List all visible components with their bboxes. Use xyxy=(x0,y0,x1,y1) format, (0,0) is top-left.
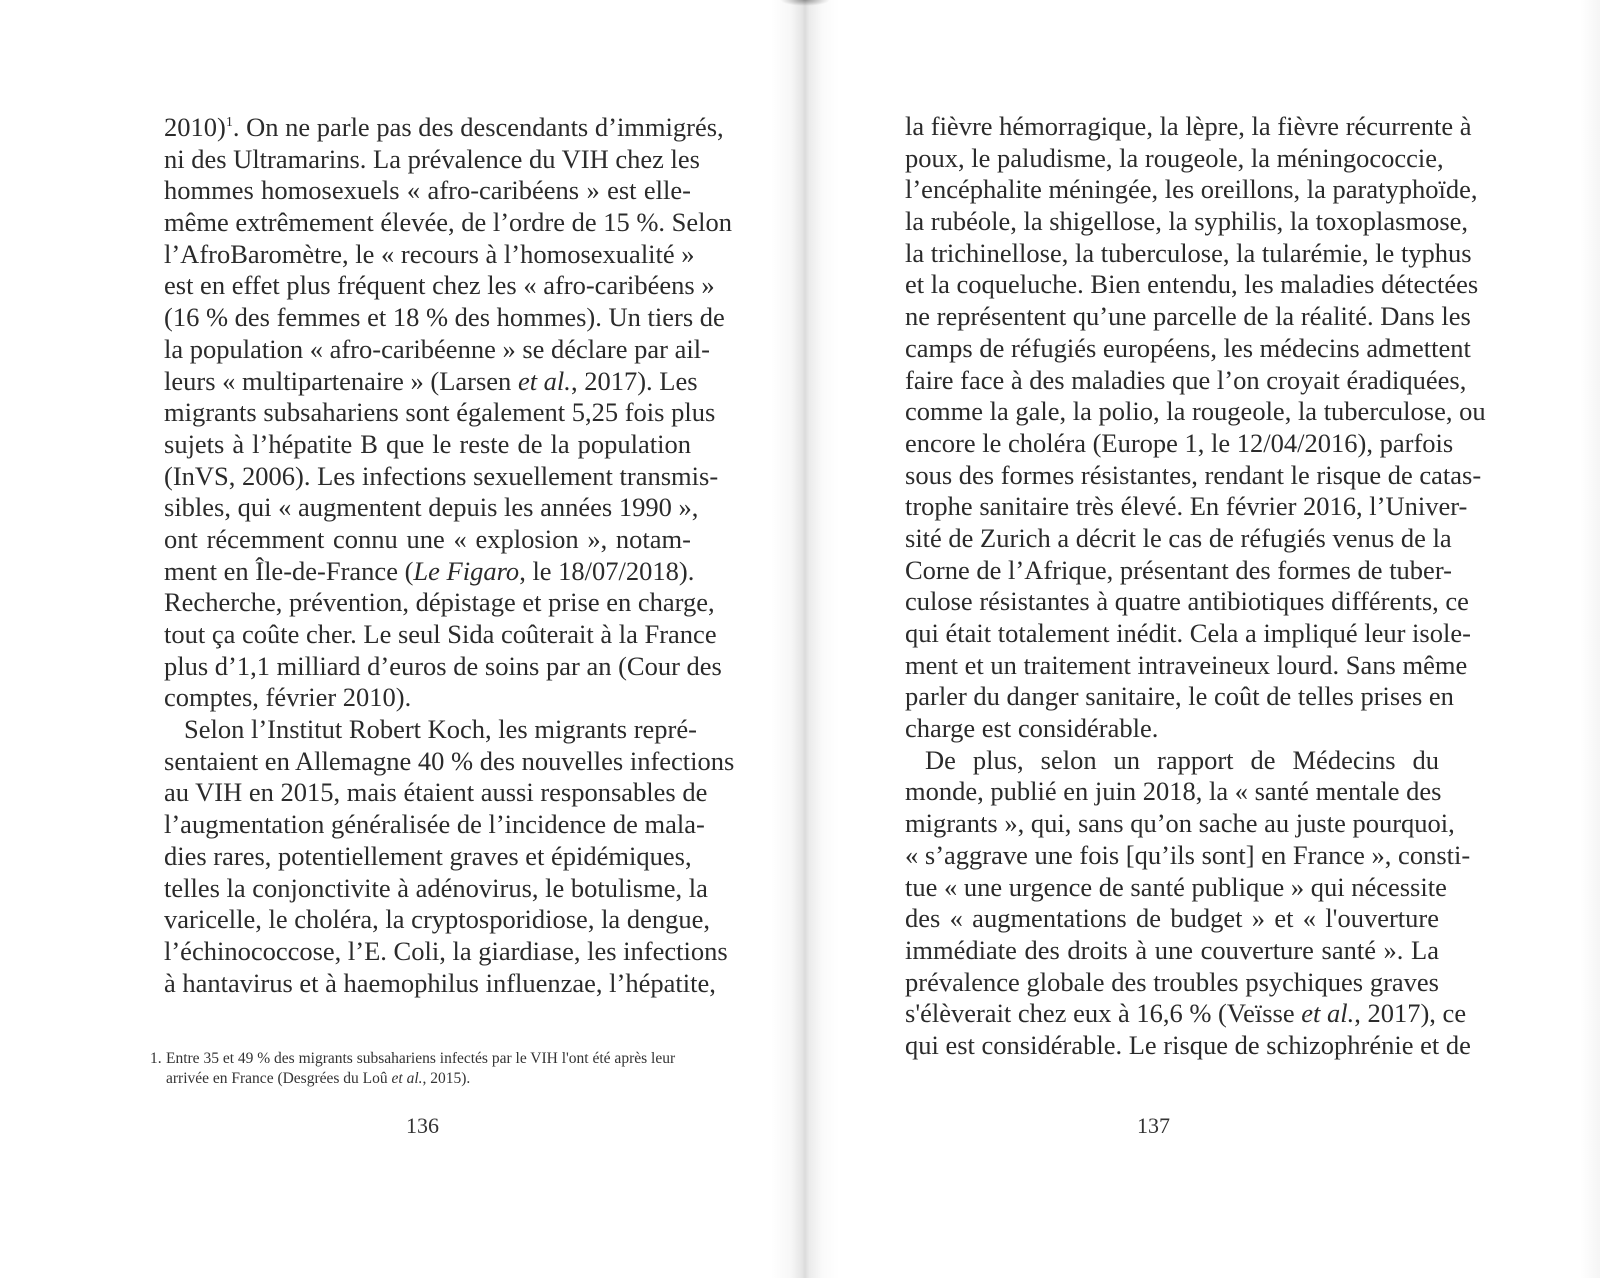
text-line: ment et un traitement intraveineux lourd. Sans même xyxy=(905,649,1468,680)
text-line: sibles, qui « augmentent depuis les années 1990 », xyxy=(164,492,699,523)
text-line: faire face à des maladies que l’on croyait éradiquées, xyxy=(905,364,1467,395)
footnote-line-1 xyxy=(150,1049,695,1069)
text-line: camps de réfugiés européens, les médecins admettent xyxy=(905,332,1471,363)
left-page-body xyxy=(164,112,735,999)
footnote-reference: 1 xyxy=(225,115,233,130)
text-line: immédiate des droits à une couverture santé ». La xyxy=(905,934,1439,965)
text-line: migrants subsahariens sont également 5,25 fois plus xyxy=(164,397,716,428)
text-line: leurs « multipartenaire » (Larsen et al., 2017). Les xyxy=(164,365,698,396)
text-line: s'élèverait chez eux à 16,6 % (Veïsse et al., 2017), ce xyxy=(905,998,1467,1029)
text-line: (InVS, 2006). Les infections sexuellement transmis- xyxy=(164,460,719,491)
right-page-body xyxy=(905,111,1486,1062)
text-line: encore le choléra (Europe 1, le 12/04/2016), parfois xyxy=(905,427,1454,458)
text-line: culose résistantes à quatre antibiotiques différents, ce xyxy=(905,586,1469,617)
footnote-text-2a: arrivée en France (Desgrées du Loû xyxy=(166,1070,392,1087)
text-line: tout ça coûte cher. Le seul Sida coûterait à la France xyxy=(164,619,717,649)
page-number-left: 136 xyxy=(406,1113,439,1138)
text-line: ni des Ultramarins. La prévalence du VIH chez les xyxy=(164,143,700,174)
text-line: (16 % des femmes et 18 % des hommes). Un tiers de xyxy=(164,302,725,333)
text-line: sous des formes résistantes, rendant le risque de catas- xyxy=(905,459,1482,490)
text-line: sentaient en Allemagne 40 % des nouvelles infections xyxy=(164,745,735,776)
text-line: ment en Île-de-France (Le Figaro, le 18/07/2018). xyxy=(164,555,695,586)
text-line: à hantavirus et à haemophilus influenzae, l’hépatite, xyxy=(164,967,716,998)
page-edge xyxy=(1580,0,1600,1278)
text-line: poux, le paludisme, la rougeole, la méningococcie, xyxy=(905,142,1444,173)
text-line: De plus, selon un rapport de Médecins du xyxy=(925,744,1439,775)
text-line: charge est considérable. xyxy=(905,713,1159,744)
text-line: l’échinococcose, l’E. Coli, la giardiase, les infections xyxy=(164,935,728,966)
text-line: la population « afro-caribéenne » se déclare par ail- xyxy=(164,333,710,364)
text-line: qui était totalement inédit. Cela a impliqué leur isole- xyxy=(905,618,1471,648)
text-line: prévalence globale des troubles psychiques graves xyxy=(905,966,1439,997)
text-line: la trichinellose, la tuberculose, la tularémie, le typhus xyxy=(905,237,1472,268)
page-number-right: 137 xyxy=(1137,1113,1170,1138)
text-line: Selon l’Institut Robert Koch, les migrants repré- xyxy=(184,714,697,745)
text-line: l’encéphalite méningée, les oreillons, la paratyphoïde, xyxy=(905,174,1478,205)
footnote-italic: et al. xyxy=(391,1070,423,1087)
text-line: hommes homosexuels « afro-caribéens » est elle- xyxy=(164,175,691,206)
italic-citation: et al. xyxy=(1301,998,1355,1029)
text-line: Recherche, prévention, dépistage et prise en charge, xyxy=(164,587,715,618)
footnote-text-1: Entre 35 et 49 % des migrants subsahariens infectés par le VIH l'ont été après leur xyxy=(166,1050,676,1067)
text-line: même extrêmement élevée, de l’ordre de 15 %. Selon xyxy=(164,207,733,238)
text-line: comme la gale, la polio, la rougeole, la tuberculose, ou xyxy=(905,396,1486,427)
text-line: parler du danger sanitaire, le coût de telles prises en xyxy=(905,681,1454,712)
footnote-line-2 xyxy=(150,1069,695,1089)
book-gutter-shadow xyxy=(770,0,840,1278)
gutter-top-shadow xyxy=(780,0,830,6)
text-line: des « augmentations de budget » et « l'ouverture xyxy=(905,903,1439,934)
footnote xyxy=(150,1049,695,1089)
text-line: 2010)$^1$. On ne parle pas des descendants d’immigrés, xyxy=(164,112,724,142)
text-line: ne représentent qu’une parcelle de la réalité. Dans les xyxy=(905,301,1471,332)
text-line: qui est considérable. Le risque de schizophrénie et de xyxy=(905,1029,1471,1060)
text-line: telles la conjonctivite à adénovirus, le botulisme, la xyxy=(164,872,708,903)
footnote-number: 1. xyxy=(150,1050,162,1067)
italic-citation: et al. xyxy=(517,365,571,396)
text-line: l’augmentation généralisée de l’incidence de mala- xyxy=(164,809,705,840)
text-line: est en effet plus fréquent chez les « afro-caribéens » xyxy=(164,270,715,301)
text-line: au VIH en 2015, mais étaient aussi responsables de xyxy=(164,777,708,808)
text-line: l’AfroBaromètre, le « recours à l’homosexualité » xyxy=(164,238,695,269)
text-line: trophe sanitaire très élevé. En février 2016, l’Univer- xyxy=(905,491,1468,522)
text-line: migrants », qui, sans qu’on sache au juste pourquoi, xyxy=(905,808,1455,839)
text-line: varicelle, le choléra, la cryptosporidiose, la dengue, xyxy=(164,904,710,935)
text-line: la fièvre hémorragique, la lèpre, la fièvre récurrente à xyxy=(905,111,1472,141)
footnote-text-2b: , 2015). xyxy=(422,1070,471,1087)
text-line: la rubéole, la shigellose, la syphilis, la toxoplasmose, xyxy=(905,206,1469,237)
text-line: « s’aggrave une fois [qu’ils sont] en France », consti- xyxy=(905,839,1471,870)
left-page xyxy=(0,0,790,1278)
text-line: tue « une urgence de santé publique » qui nécessite xyxy=(905,871,1447,902)
text-line: monde, publié en juin 2018, la « santé mentale des xyxy=(905,776,1442,807)
text-line: plus d’1,1 milliard d’euros de soins par an (Cour des xyxy=(164,650,722,681)
text-line: dies rares, potentiellement graves et épidémiques, xyxy=(164,840,692,871)
italic-citation: Le Figaro xyxy=(413,555,520,586)
text-line: Corne de l’Afrique, présentant des formes de tuber- xyxy=(905,554,1452,585)
text-line: et la coqueluche. Bien entendu, les maladies détectées xyxy=(905,269,1479,300)
text-line: ont récemment connu une « explosion », notam- xyxy=(164,523,691,554)
text-line: sité de Zurich a décrit le cas de réfugiés venus de la xyxy=(905,522,1452,553)
text-line: comptes, février 2010). xyxy=(164,682,412,713)
text-line: sujets à l’hépatite B que le reste de la population xyxy=(164,428,691,459)
